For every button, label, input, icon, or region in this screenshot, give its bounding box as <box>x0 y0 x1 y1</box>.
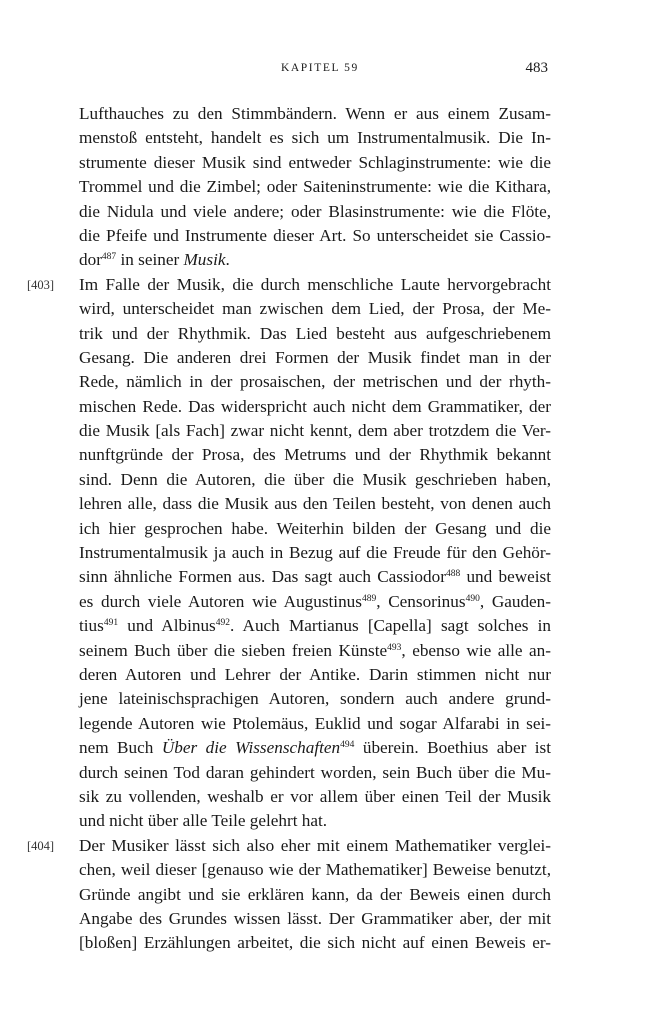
chapter-label: KAPITEL 59 <box>281 62 359 74</box>
footnote-ref: 493 <box>387 642 402 653</box>
text-run: die Pfeife und Instrumente dieser Art. So unterscheidet sie Cassio- <box>79 225 551 245</box>
paragraph-marker: [404] <box>27 838 55 853</box>
text-run: und beweist <box>460 567 551 587</box>
text-run: nem Buch <box>79 738 162 758</box>
text-run: jene lateinischsprachigen Autoren, sondern auch andere grund- <box>79 689 551 709</box>
text-line <box>79 297 551 321</box>
footnote-ref: 491 <box>103 618 119 629</box>
text-run: Gründe angibt und sie erklären kann, da der Beweis einen durch <box>79 884 551 904</box>
text-run: Gesang. Die anderen drei Formen der Musik findet man in der <box>79 347 551 367</box>
text-run: menstoß entsteht, handelt es sich um Instrumentalmusik. Die In- <box>79 128 551 148</box>
text-run: Instrumentalmusik ja auch in Bezug auf die Freude für den Gehör- <box>79 543 551 563</box>
text-line <box>79 443 551 467</box>
text-run: , Gauden- <box>479 591 551 611</box>
text-run: dor <box>79 250 102 270</box>
text-run: Angabe des Grundes wissen lässt. Der Grammatiker aber, der mit <box>79 908 551 928</box>
text-line <box>79 907 551 931</box>
text-line <box>79 565 551 589</box>
body-text <box>27 102 552 956</box>
footnote-ref: 494 <box>340 740 355 751</box>
text-run: sinn ähnliche Formen aus. Das sagt auch Cassiodor <box>79 567 446 587</box>
text-run: Lufthauches zu den Stimmbändern. Wenn er aus einem Zusam- <box>79 104 551 123</box>
text-line <box>79 809 551 833</box>
text-run: überein. Boethius aber ist <box>354 738 552 758</box>
text-run: wird, unterscheidet man zwischen dem Lied, der Prosa, der Me- <box>79 299 551 319</box>
text-line <box>79 639 551 663</box>
text-line <box>79 224 551 248</box>
text-run: . <box>225 250 230 270</box>
text-run: nunftgründe der Prosa, des Metrums und der Rhythmik bekannt <box>79 445 551 465</box>
text-line <box>79 687 551 711</box>
text-line <box>79 200 551 224</box>
text-run: seinem Buch über die sieben freien Künste <box>79 640 388 660</box>
text-line <box>79 883 551 907</box>
running-head <box>0 62 650 82</box>
text-line <box>79 151 551 175</box>
text-run: legende Autoren wie Ptolemäus, Euklid und sogar Alfarabi in sei- <box>79 713 551 733</box>
text-line <box>79 858 551 882</box>
text-line <box>27 834 551 858</box>
text-line <box>79 712 551 736</box>
text-line <box>79 541 551 565</box>
text-line <box>79 102 551 126</box>
italic-title: Musik <box>183 250 226 270</box>
text-run: lehren alle, dass die Musik aus den Teilen besteht, von denen auch <box>79 494 551 514</box>
text-line <box>79 931 551 955</box>
text-line <box>79 736 551 760</box>
text-run: tius <box>79 616 104 636</box>
text-line <box>79 395 551 419</box>
text-line <box>79 346 551 370</box>
text-run: trik und der Rhythmik. Das Lied besteht aus aufgeschriebenem <box>79 323 551 343</box>
italic-title: Über die Wissenschaften <box>161 738 341 758</box>
text-line <box>79 517 551 541</box>
footnote-ref: 487 <box>101 252 117 263</box>
text-run: und Albinus <box>118 616 216 636</box>
text-run: chen, weil dieser [genauso wie der Mathematiker] Beweise benutzt, <box>79 860 551 880</box>
text-line <box>79 175 551 199</box>
text-line <box>79 468 551 492</box>
text-run: [bloßen] Erzählungen arbeitet, die sich nicht auf einen Beweis er- <box>79 933 551 953</box>
text-line <box>79 785 551 809</box>
footnote-ref: 492 <box>215 618 230 629</box>
text-run: Im Falle der Musik, die durch menschliche Laute hervorgebracht <box>79 274 551 294</box>
text-line <box>79 322 551 346</box>
text-line <box>79 590 551 614</box>
text-run: ich hier gesprochen habe. Weiterhin bilden der Gesang und die <box>79 518 551 538</box>
text-line <box>79 492 551 516</box>
text-run: Der Musiker lässt sich also eher mit einem Mathematiker verglei- <box>79 835 551 855</box>
text-line <box>79 248 551 272</box>
text-run: deren Autoren und Lehrer der Antike. Darin stimmen nicht nur <box>79 664 551 684</box>
text-run: die Musik [als Fach] zwar nicht kennt, dem aber trotzdem die Ver- <box>79 421 551 441</box>
text-line <box>79 761 551 785</box>
text-run: strumente dieser Musik sind entweder Schlaginstrumente: wie die <box>79 152 551 172</box>
text-run: , ebenso wie alle an- <box>401 640 551 660</box>
text-run: es durch viele Autoren wie Augustinus <box>79 591 362 611</box>
text-run: sind. Denn die Autoren, die über die Musik geschrieben haben, <box>79 469 551 489</box>
text-line <box>79 663 551 687</box>
text-run: in seiner <box>116 250 184 270</box>
footnote-ref: 488 <box>445 569 461 580</box>
text-line <box>79 126 551 150</box>
text-line <box>27 273 551 297</box>
text-line <box>79 370 551 394</box>
text-line <box>79 419 551 443</box>
footnote-ref: 489 <box>361 593 377 604</box>
text-run: . Auch Martianus [Capella] sagt solches in <box>230 616 551 636</box>
text-run: durch seinen Tod daran gehindert worden, sein Buch über die Mu- <box>79 762 551 782</box>
text-run: und nicht über alle Teile gelehrt hat. <box>79 811 328 831</box>
text-run: , Censorinus <box>376 591 466 611</box>
page-number: 483 <box>525 60 548 76</box>
text-run: die Nidula und viele andere; oder Blasinstrumente: wie die Flöte, <box>79 201 551 221</box>
text-line <box>79 614 551 638</box>
text-run: Rede, nämlich in der prosaischen, der metrischen und der rhyth- <box>79 372 551 392</box>
paragraph-marker: [403] <box>27 277 55 292</box>
footnote-ref: 490 <box>465 593 480 604</box>
text-run: mischen Rede. Das widerspricht auch nicht dem Grammatiker, der <box>79 396 551 416</box>
text-run: Trommel und die Zimbel; oder Saiteninstrumente: wie die Kithara, <box>79 177 551 197</box>
text-run: sik zu vollenden, weshalb er vor allem über einen Teil der Musik <box>79 786 551 806</box>
